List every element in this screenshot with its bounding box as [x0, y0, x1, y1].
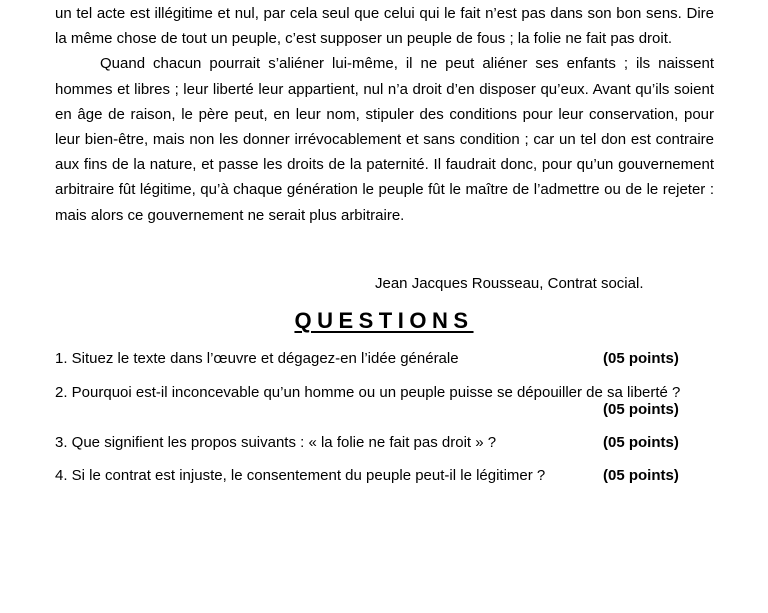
question-3-text: 3. Que signifient les propos suivants : « la folie ne fait pas droit » ? [55, 434, 497, 451]
question-2-text: 2. Pourquoi est-il inconcevable qu’un homme ou un peuple puisse se dépouiller de sa liberté ? [55, 384, 681, 401]
questions-heading [0, 306, 768, 336]
passage-paragraph-2: Quand chacun pourrait s’aliéner lui-même, il ne peut aliéner ses enfants ; ils naissent hommes et libres ; leur liberté leur appartient, nul n’a droit d’en disposer qu’eux. Avant qu’ils soient en âge de raison, le père peut, en leur nom, stipuler des conditions pour leur conservation, pour leur bien-être, mais non les donner irrévocablement et sans condition ; car un tel don est contraire aux fins de la nature, et passe les droits de la paternité. Il faudrait donc, pour qu’un gouvernement arbitraire fût légitime, qu’à chaque génération le peuple fût le maître de l’admettre ou de le rejeter : mais alors ce gouvernement ne serait plus arbitraire. [55, 55, 714, 224]
source-attribution: Jean Jacques Rousseau, Contrat social. [375, 275, 644, 292]
question-1-points: (05 points) [603, 350, 679, 367]
text-passage [55, 1, 714, 228]
question-4-text: 4. Si le contrat est injuste, le consentement du peuple peut-il le légitimer ? [55, 467, 546, 484]
questions-heading-text: QUESTIONS [294, 308, 474, 333]
question-3-points: (05 points) [603, 434, 679, 451]
question-2-points: (05 points) [603, 401, 679, 418]
question-1-text: 1. Situez le texte dans l’œuvre et dégagez-en l’idée générale [55, 350, 459, 367]
question-4-points: (05 points) [603, 467, 679, 484]
passage-paragraph-1: un tel acte est illégitime et nul, par cela seul que celui qui le fait n’est pas dans son bon sens. Dire la même chose de tout un peuple, c’est supposer un peuple de fous ; la folie ne fait pas droit. [55, 5, 714, 48]
